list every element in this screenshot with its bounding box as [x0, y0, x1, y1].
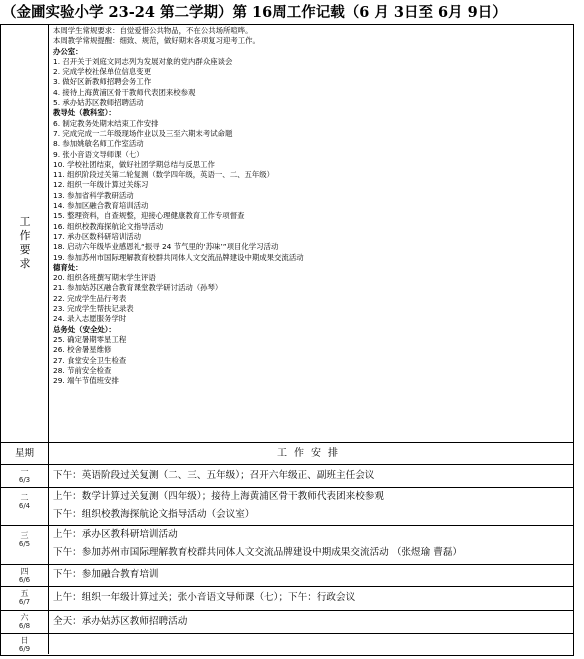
plan-line: 上午：数学计算过关复测（四年级）；接待上海黄浦区骨干教师代表团来校参观 — [53, 491, 384, 502]
weekday-cell — [1, 488, 49, 525]
plan-line: 上午：承办区教科研培训活动 — [53, 529, 178, 540]
requirement-item: 27. 食堂安全卫生检查 — [53, 355, 127, 365]
requirements-content — [53, 26, 573, 386]
requirement-item: 1. 召开关于刘庭文同志列为发展对象的党内群众座谈会 — [53, 56, 233, 66]
section-heading: 总务处（安全处）： — [53, 324, 116, 334]
weekday-label: 六 — [20, 613, 29, 622]
requirement-item: 16. 组织校教海探航论文指导活动 — [53, 221, 164, 231]
requirement-item: 14. 参加区融合教育培训活动 — [53, 201, 149, 211]
plan-line — [53, 634, 571, 652]
weekday-cell — [1, 634, 49, 654]
schedule-row — [1, 526, 573, 565]
requirement-item: 7. 完成完成一二年级现场作业以及三至六期末考试命题 — [53, 128, 233, 138]
requirement-item: 11. 组织阶段过关第二轮复测（数学四年级，英语一、二、五年级） — [53, 170, 275, 180]
record-table — [0, 24, 574, 656]
requirement-item: 本周教学常规提醒：细致、规范，做好期末各项复习迎考工作。 — [53, 36, 260, 46]
section-heading: 办公室： — [53, 46, 83, 56]
requirement-item: 22. 完成学生品行考表 — [53, 293, 127, 303]
requirement-item: 25. 确定暑期零星工程 — [53, 334, 127, 344]
section-heading: 德育处： — [53, 262, 83, 272]
date-label: 6/5 — [18, 540, 31, 548]
date-label: 6/4 — [18, 502, 31, 510]
plan-cell — [53, 587, 571, 611]
requirement-item: 本周学生常规要求：自觉爱惜公共物品，不在公共场所喧哗。 — [53, 26, 253, 35]
requirement-item: 3. 做好区新教师招聘会务工作 — [53, 77, 152, 87]
requirement-item: 15. 整理资料，自查规整，迎接心理健康教育工作专项督查 — [53, 211, 245, 221]
document-title: （金圃实验小学 23-24 第二学期）第 16周工作记载（6 月 3日至 6月 9日） — [2, 4, 507, 21]
requirement-item: 8. 参加姚敏名师工作室活动 — [53, 139, 144, 149]
requirement-item: 12. 组织一年级计算过关练习 — [53, 180, 149, 190]
schedule-header-row — [1, 442, 573, 465]
weekday-label: 三 — [20, 531, 29, 540]
requirement-item: 19. 参加苏州市国际理解教育校群共同体人文交流品牌建设中期成果交流活动 — [53, 252, 304, 262]
plan-line: 下午：组织校教海探航论文指导活动（会议室） — [53, 509, 255, 520]
requirements-label-cell — [1, 25, 49, 442]
plan-cell — [53, 488, 571, 526]
requirement-item: 18. 启动六年级毕业感恩礼“振寻 24 节气里的‘苏味’”项目化学习活动 — [53, 242, 279, 252]
plan-line: 上午：组织一年级计算过关；张小音语文导师课（七）；下午：行政会议 — [53, 592, 356, 603]
plan-line: 下午：参加融合教育培训 — [53, 569, 159, 580]
requirement-item: 23. 完成学生帮扶记录表 — [53, 304, 134, 314]
plan-line: 下午：英语阶段过关复测（二、三、五年级）；召开六年级正、副班主任会议 — [53, 470, 375, 481]
requirement-item: 5. 承办姑苏区教师招聘活动 — [53, 98, 144, 108]
requirement-item: 20. 组织各班撰写期末学生评语 — [53, 273, 156, 283]
schedule-row — [1, 634, 573, 654]
weekday-cell — [1, 465, 49, 487]
plan-line: 下午：参加苏州市国际理解教育校群共同体人文交流品牌建设中期成果交流活动 （张煜瑜 曹磊） — [53, 547, 463, 558]
requirement-item: 13. 参加省科学教研活动 — [53, 190, 134, 200]
requirement-item: 2. 完成学校社保单位信息变更 — [53, 67, 152, 77]
weekday-cell — [1, 611, 49, 633]
schedule-row — [1, 587, 573, 611]
plan-cell — [53, 465, 571, 488]
schedule-row — [1, 565, 573, 587]
requirement-item: 9. 张小音语文导师课（七） — [53, 149, 144, 159]
plan-column-header: 工作安排 — [277, 448, 345, 459]
weekday-cell — [1, 587, 49, 610]
requirement-item: 24. 录入志愿服务学时 — [53, 314, 127, 324]
weekday-label: 五 — [20, 589, 29, 598]
requirement-item: 17. 承办区数科研培训活动 — [53, 231, 142, 241]
plan-line: 全天：承办姑苏区教师招聘活动 — [53, 616, 188, 627]
requirements-label: 工 作 要 求 — [19, 215, 31, 270]
requirement-item: 29. 端午节值班安排 — [53, 376, 119, 386]
requirement-item: 28. 节前安全检查 — [53, 365, 112, 375]
requirement-item: 6. 制定教务处期末结束工作安排 — [53, 118, 159, 128]
requirement-item: 21. 参加姑苏区融合教育课堂教学研讨活动（孙琴） — [53, 283, 223, 293]
plan-cell — [53, 526, 571, 565]
date-label: 6/9 — [18, 645, 31, 653]
weekday-label: 四 — [20, 567, 29, 576]
date-label: 6/3 — [18, 476, 31, 484]
requirement-item: 10. 学校社团结束，做好社团学期总结与反思工作 — [53, 159, 215, 169]
requirement-item: 26. 校舍暑星维修 — [53, 345, 112, 355]
schedule-row — [1, 465, 573, 488]
weekday-label: 二 — [20, 493, 29, 502]
date-label: 6/6 — [18, 576, 31, 584]
weekday-cell — [1, 526, 49, 564]
date-label: 6/8 — [18, 622, 31, 630]
weekday-label: 日 — [20, 636, 29, 645]
schedule-row — [1, 488, 573, 526]
weekday-column-header: 星期 — [1, 443, 49, 464]
weekday-label: 一 — [20, 467, 29, 476]
section-heading: 教导处（教科室）： — [53, 108, 116, 118]
weekday-cell — [1, 565, 49, 586]
date-label: 6/7 — [18, 598, 31, 606]
plan-cell — [53, 634, 571, 654]
schedule-row — [1, 611, 573, 634]
plan-cell — [53, 565, 571, 587]
plan-cell — [53, 611, 571, 634]
requirement-item: 4. 接待上海黄浦区骨干教师代表团来校参观 — [53, 87, 196, 97]
